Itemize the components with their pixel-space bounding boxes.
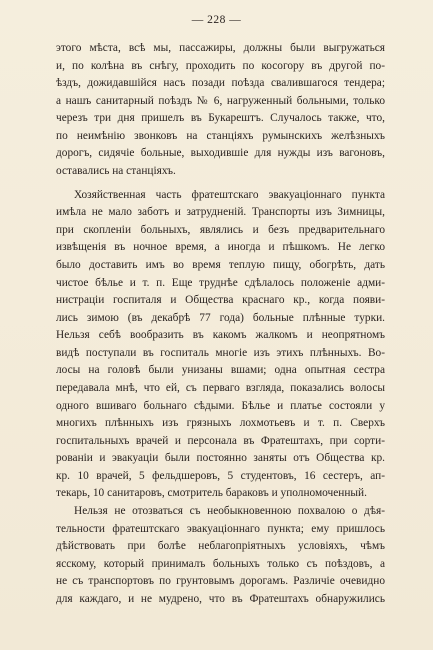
text-line: по неимѣнію звонковъ на станціяхъ румынскихъ желѣзныхъ bbox=[56, 129, 385, 142]
text-line: кр. 10 врачей, 5 фельдшеровъ, 5 студентовъ, 16 сестеръ, ап- bbox=[56, 469, 385, 482]
text-line: передавала мнѣ, что ей, съ перваго взгляда, показались волосы bbox=[56, 381, 385, 394]
text-line: многихъ плѣнныхъ изъ грязныхъ лохмотьевъ и т. п. Сверхъ bbox=[56, 417, 385, 430]
text-line: дѣйствовать при болѣе неблагопріятныхъ условіяхъ, чѣмъ bbox=[56, 540, 385, 553]
text-line: текарь, 10 санитаровъ, смотритель бараковъ и уполномоченный. bbox=[56, 487, 367, 500]
text-line: рованіи и эвакуаціи были постоянно заняты отъ Общества кр. bbox=[56, 452, 385, 465]
paragraph-1 bbox=[56, 40, 385, 181]
text-line: лосы на головѣ были унизаны вшами; одна опытная сестра bbox=[56, 364, 385, 377]
text-line: оставались на станціяхъ. bbox=[56, 165, 176, 178]
text-line: было доставить имъ во время теплую пищу, обогрѣть, дать bbox=[56, 258, 385, 271]
text-line: тельности фратештскаго эвакуаціоннаго пункта; ему пришлось bbox=[56, 522, 385, 535]
text-line: черезъ три дня пришелъ въ Букарештъ. Случалось также, что, bbox=[56, 112, 385, 125]
text-line: Нельзя себѣ вообразить въ какомъ жалкомъ и неопрятномъ bbox=[56, 329, 385, 342]
text-line: и, по колѣна въ снѣгу, проходить по косогору въ другой по- bbox=[56, 59, 385, 72]
body-text bbox=[56, 40, 385, 609]
text-line: этого мѣста, всѣ мы, пассажиры, должны были выгружаться bbox=[56, 42, 385, 54]
text-line: а нашъ санитарный поѣздъ № 6, нагруженный больными, только bbox=[56, 94, 385, 107]
text-line: ясскому, который принималъ больныхъ только съ поѣздовъ, а bbox=[56, 557, 385, 570]
text-line: нистраціи госпиталя и Общества краснаго кр., когда появи- bbox=[56, 294, 385, 307]
text-line: Хозяйственная часть фратештскаго эвакуаціоннаго пункта bbox=[74, 188, 385, 201]
text-line: ѣздъ, дожидавшійся насъ позади поѣзда свалившагося тендера; bbox=[56, 77, 385, 90]
text-line: чистое бѣлье и т. п. Еще труднѣе сдѣлалось положеніе адми- bbox=[56, 276, 385, 289]
text-line: при скопленіи больныхъ, являлись и безъ предварительнаго bbox=[56, 223, 385, 236]
paragraph-2 bbox=[56, 187, 385, 503]
text-line: имѣла не мало заботъ и затрудненій. Транспорты изъ Зимницы, bbox=[56, 206, 385, 219]
text-line: извѣщенія въ ночное время, а иногда и пѣшкомъ. Не легко bbox=[56, 241, 385, 254]
text-line: для каждаго, и не мудрено, что въ Фратештахъ обнаружились bbox=[56, 592, 385, 605]
text-line: Нельзя не отозваться съ необыкновенною похвалою о дѣя- bbox=[74, 505, 385, 518]
paragraph-3 bbox=[56, 503, 385, 608]
text-line: лись зимою (въ декабрѣ 77 года) больные плѣнные турки. bbox=[56, 311, 385, 324]
text-line: видѣ поступали въ госпиталь многіе изъ этихъ плѣнныхъ. Во- bbox=[56, 346, 385, 359]
text-line: одного вшиваго больнаго сѣдыми. Бѣлье и платье состояли у bbox=[56, 399, 385, 412]
page-number: — 228 — bbox=[191, 14, 242, 26]
text-line: госпитальныхъ врачей и персонала въ Фратештахъ, при сорти- bbox=[56, 434, 385, 447]
text-line: дорогъ, сидячіе больные, выходившіе для нужды изъ вагоновъ, bbox=[56, 147, 385, 160]
text-line: не съ транспортовъ по грунтовымъ дорогамъ. Различіе очевидно bbox=[56, 575, 385, 588]
